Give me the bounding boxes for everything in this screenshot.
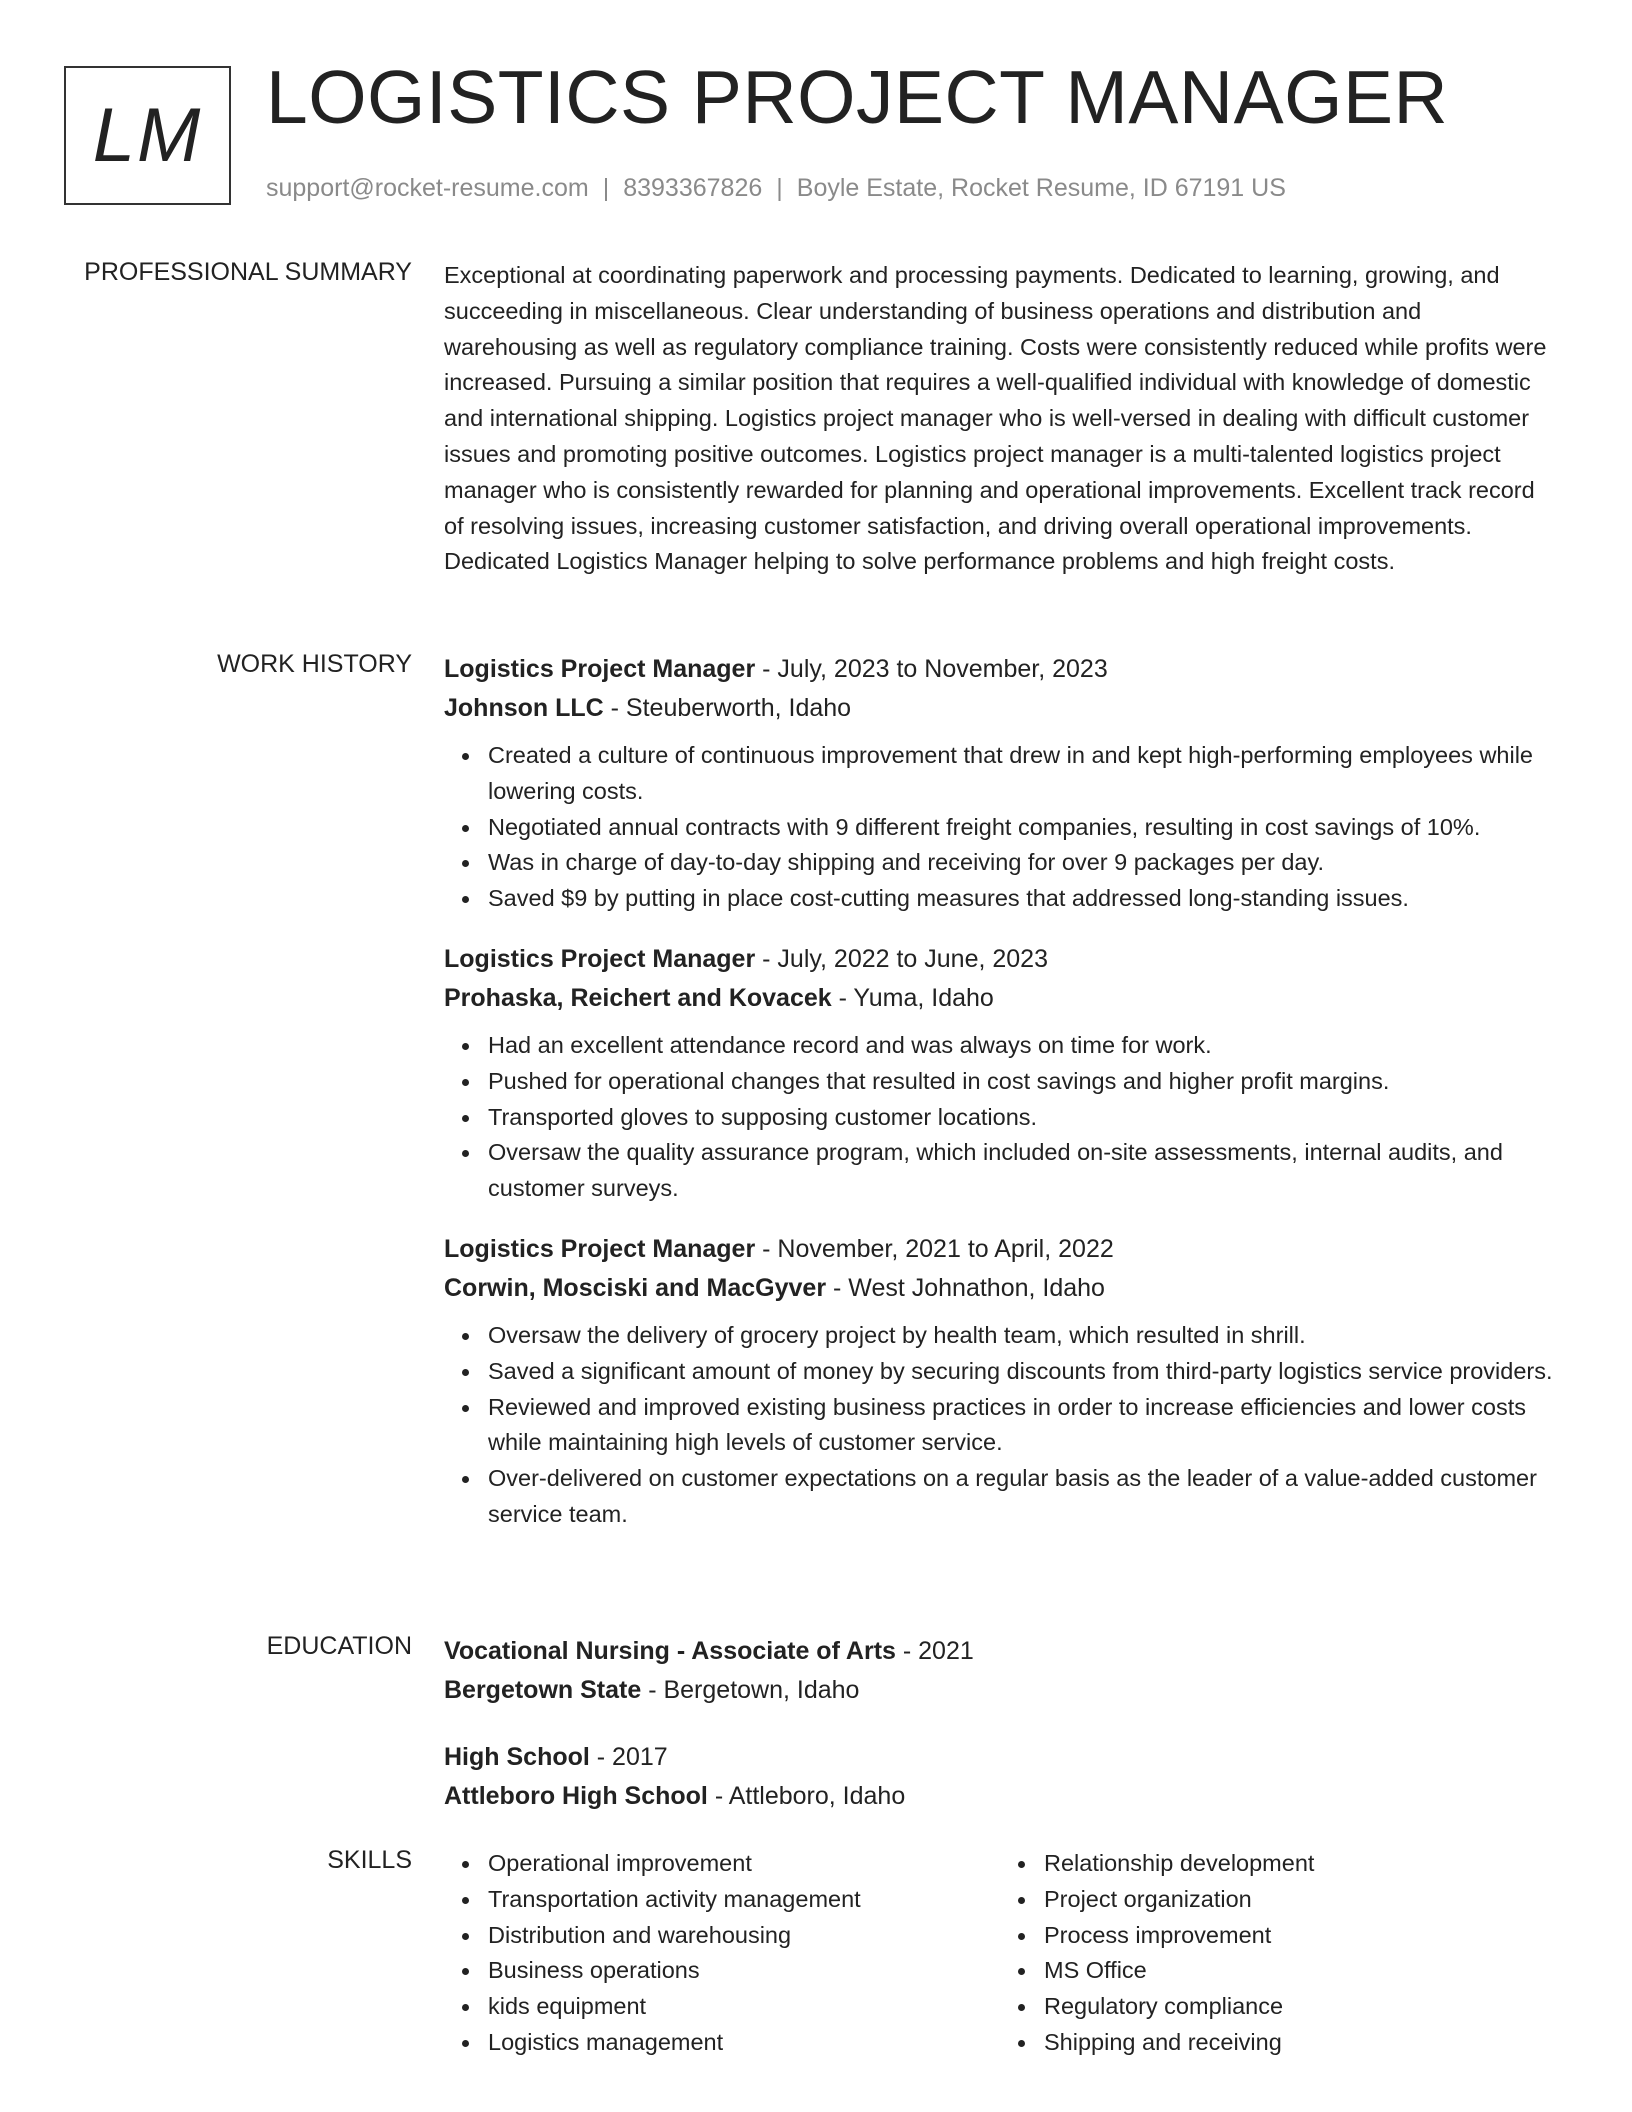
job-title-line [444,650,1556,689]
job-title-line [444,940,1556,979]
job-bullet: Negotiated annual contracts with 9 different freight companies, resulting in cost savings of 10%. [488,810,1556,846]
job-entry [444,650,1556,917]
job-dates: - November, 2021 to April, 2022 [755,1234,1114,1263]
job-bullets [444,738,1556,917]
skill-item: Relationship development [1044,1846,1556,1882]
job-bullet: Oversaw the delivery of grocery project by health team, which resulted in shrill. [488,1318,1556,1354]
skills-columns [444,1846,1556,2061]
job-title: Logistics Project Manager [444,944,756,973]
skill-item: MS Office [1044,1953,1556,1989]
job-bullet: Pushed for operational changes that resulted in cost savings and higher profit margins. [488,1064,1556,1100]
summary-body [444,258,1556,580]
degree-name: Vocational Nursing - Associate of Arts [444,1637,896,1665]
degree-year: - 2017 [589,1743,668,1771]
degree-year: - 2021 [895,1637,974,1665]
job-bullet: Saved a significant amount of money by securing discounts from third-party logistics service providers. [488,1354,1556,1390]
job-bullet: Was in charge of day-to-day shipping and receiving for over 9 packages per day. [488,845,1556,881]
school-location: - Bergetown, Idaho [641,1676,860,1704]
job-bullet: Created a culture of continuous improvement that drew in and kept high-performing employees while lowering costs. [488,738,1556,810]
job-bullet: Had an excellent attendance record and was always on time for work. [488,1028,1556,1064]
skill-item: Process improvement [1044,1918,1556,1954]
job-bullets [444,1318,1556,1533]
contact-phone: 8393367826 [623,174,763,202]
job-bullet: Transported gloves to supposing customer locations. [488,1100,1556,1136]
job-company: Prohaska, Reichert and Kovacek [444,983,832,1012]
school-line [444,1777,1556,1816]
education-body [444,1632,1556,1816]
contact-separator: | [776,174,783,202]
job-dates: - July, 2023 to November, 2023 [755,655,1108,683]
job-entry [444,1230,1556,1533]
skill-item: Shipping and receiving [1044,2025,1556,2061]
degree-line [444,1738,1556,1777]
skills-list-right [1000,1846,1556,2061]
education-entry [444,1738,1556,1816]
degree-name: High School [444,1743,590,1771]
job-bullets [444,1028,1556,1207]
education-heading: EDUCATION [266,1632,412,1660]
job-location: - Steuberworth, Idaho [603,694,852,722]
monogram-box [64,66,231,205]
job-bullet: Over-delivered on customer expectations on a regular basis as the leader of a value-added customer service team. [488,1461,1556,1533]
job-title-line [444,1230,1556,1269]
job-bullet: Reviewed and improved existing business practices in order to increase efficiencies and lower costs while maintaining high levels of customer service. [488,1390,1556,1462]
contact-email: support@rocket-resume.com [266,174,589,202]
skill-item: Operational improvement [488,1846,1000,1882]
skill-item: Logistics management [488,2025,1000,2061]
school-name: Bergetown State [444,1676,642,1704]
summary-heading: PROFESSIONAL SUMMARY [84,258,412,286]
contact-address: Boyle Estate, Rocket Resume, ID 67191 US [796,174,1286,202]
job-company: Corwin, Mosciski and MacGyver [444,1273,827,1302]
summary-text: Exceptional at coordinating paperwork and processing payments. Dedicated to learning, growing, and succeeding in miscellaneous. Clear understanding of business operations and distribution and warehousing as well as regulatory compliance training. Costs were consistently reduced while profits were increased. Pursuing a similar position that requires a well-qualified individual with knowledge of domestic and international shipping. Logistics project manager who is well-versed in dealing with difficult customer issues and promoting positive outcomes. Logistics project manager is a multi-talented logistics project manager who is consistently rewarded for planning and operational improvements. Excellent track record of resolving issues, increasing customer satisfaction, and driving overall operational improvements. Dedicated Logistics Manager helping to solve performance problems and high freight costs. [444,262,1547,575]
job-location: - West Johnathon, Idaho [826,1273,1105,1302]
contact-separator: | [602,174,610,202]
job-company: Johnson LLC [444,694,604,722]
job-location: - Yuma, Idaho [831,983,994,1012]
contact-line [266,174,1286,203]
resume-title: LOGISTICS PROJECT MANAGER [266,55,1449,139]
skill-item: Transportation activity management [488,1882,1000,1918]
degree-line [444,1632,1556,1671]
skill-item: Regulatory compliance [1044,1989,1556,2025]
work-history-body [444,650,1556,1533]
monogram-initials: LM [92,93,203,178]
school-name: Attleboro High School [444,1782,708,1810]
education-entry [444,1632,1556,1710]
job-company-line [444,1269,1556,1308]
skill-item: kids equipment [488,1989,1000,2025]
job-title: Logistics Project Manager [444,655,756,683]
job-company-line [444,979,1556,1018]
job-company-line [444,689,1556,728]
skill-item: Project organization [1044,1882,1556,1918]
job-dates: - July, 2022 to June, 2023 [755,944,1048,973]
skill-item: Business operations [488,1953,1000,1989]
work-history-heading: WORK HISTORY [217,650,412,678]
job-bullet: Saved $9 by putting in place cost-cutting measures that addressed long-standing issues. [488,881,1556,917]
school-line [444,1671,1556,1710]
job-title: Logistics Project Manager [444,1234,756,1263]
job-entry [444,940,1556,1207]
skills-list-left [444,1846,1000,2061]
skill-item: Distribution and warehousing [488,1918,1000,1954]
skills-body [444,1846,1556,2061]
job-bullet: Oversaw the quality assurance program, which included on-site assessments, internal audits, and customer surveys. [488,1135,1556,1207]
skills-heading: SKILLS [327,1846,412,1874]
school-location: - Attleboro, Idaho [707,1782,906,1810]
